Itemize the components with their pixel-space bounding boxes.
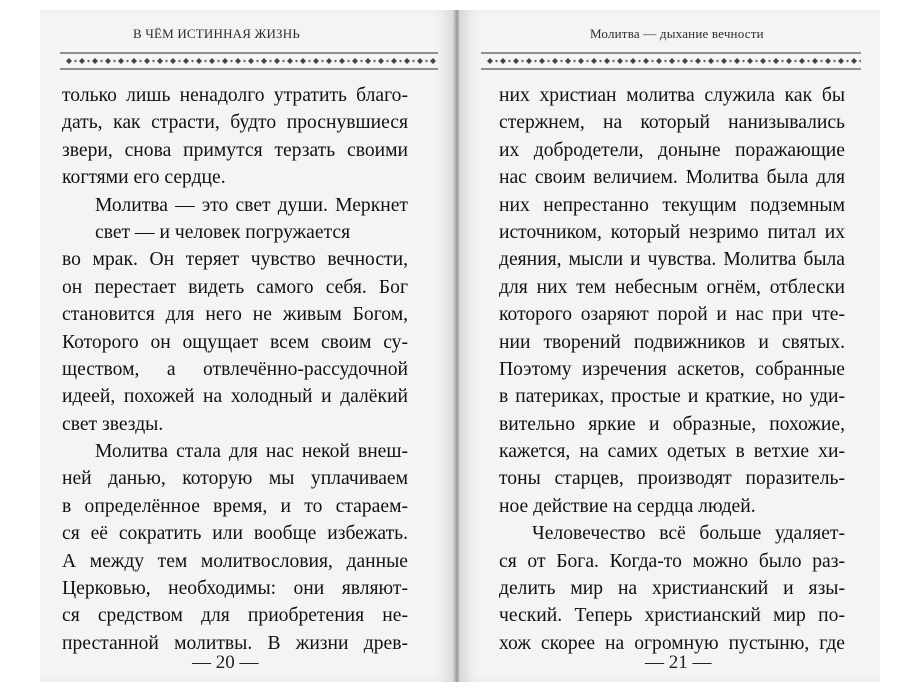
text-line: в определённое время, и то стараем- [62, 495, 408, 517]
text-line: тоны старцев, производят поразитель- [499, 468, 845, 490]
text-line: ся её сократить или вообще избежать. [62, 523, 408, 545]
text-line: только лишь ненадолго утратить благо- [62, 85, 408, 106]
text-line: во мрак. Он теряет чувство вечности, [62, 249, 408, 271]
text-line: ней данью, которую мы уплачиваем [62, 468, 408, 490]
text-line: деяния, мысли и чувства. Молитва была [499, 249, 845, 271]
text-line: когтями его сердце. [62, 167, 226, 189]
text-line: для них тем небесным огнём, отблески [499, 276, 845, 298]
running-head-right: Молитва — дыхание вечности [590, 26, 764, 41]
text-line: Молитва стала для нас некой внеш- [95, 441, 408, 463]
running-head-left: В ЧЁМ ИСТИННАЯ ЖИЗНЬ [133, 26, 300, 41]
text-line: он перестает видеть самого себя. Бог [62, 276, 408, 298]
text-line: дать, как страсти, будто проснувшиеся [62, 112, 408, 134]
text-line: них христиан молитва служила как бы [499, 85, 845, 106]
ornament-border-icon [481, 50, 861, 72]
text-line: ческий. Теперь христианский мир по- [499, 605, 845, 627]
right-page [459, 10, 880, 682]
text-line: делить мир на христианский и язы- [499, 578, 845, 600]
body-text-left [62, 82, 408, 657]
text-line: свет звезды. [62, 413, 164, 435]
text-line: нии творений подвижников и святых. [499, 331, 845, 353]
text-line: хож скорее на огромную пустыню, где [499, 632, 845, 654]
text-line: в патериках, простые и краткие, но уди- [499, 386, 845, 408]
paragraph-text: Молитва — это свет души. Меркнет свет — и человек погружается [95, 194, 408, 243]
left-page [40, 10, 455, 682]
text-line: их добродетели, доныне поражающие [499, 139, 845, 161]
text-line: звери, снова примутся терзать своими [62, 139, 408, 161]
text-line: ся средством для приобретения не- [62, 605, 408, 627]
text-line [62, 192, 408, 247]
text-line: ное действие на сердца людей. [499, 495, 756, 517]
text-line: нас своим величием. Молитва была для [499, 167, 845, 189]
text-line: престанной молитвы. В жизни древ- [62, 632, 408, 654]
text-line: ся от Бога. Когда-то можно было раз- [499, 550, 845, 572]
text-line: кажется, на самих одетых в ветхие хи- [499, 441, 845, 463]
text-line: ществом, а отвлечённо-рассудочной [62, 358, 408, 380]
text-line: Которого он ощущает всем своим су- [62, 331, 408, 353]
text-line: Человечество всё больше удаляет- [532, 523, 845, 545]
text-line: Поэтому изречения аскетов, собранные [499, 358, 845, 380]
page-number-right: — 21 — [645, 652, 712, 673]
text-line: источником, который незримо питал их [499, 221, 845, 243]
text-line: становится для него не живым Богом, [62, 304, 408, 326]
text-line: которого озаряют порой и нас при чте- [499, 304, 845, 326]
text-line: них непрестанно текущим подземным [499, 194, 845, 216]
text-line: идеей, похожей на холодный и далёкий [62, 386, 408, 408]
ornament-border-icon [60, 50, 438, 72]
text-line: вительно яркие и образные, похожие, [499, 413, 845, 435]
text-line: А между тем молитвословия, данные [62, 550, 408, 572]
body-text-right [499, 82, 845, 657]
text-line: Церковью, необходимы: они являют- [62, 578, 408, 600]
text-line: стержнем, на который нанизывались [499, 112, 845, 134]
page-number-left: — 20 — [192, 652, 259, 673]
